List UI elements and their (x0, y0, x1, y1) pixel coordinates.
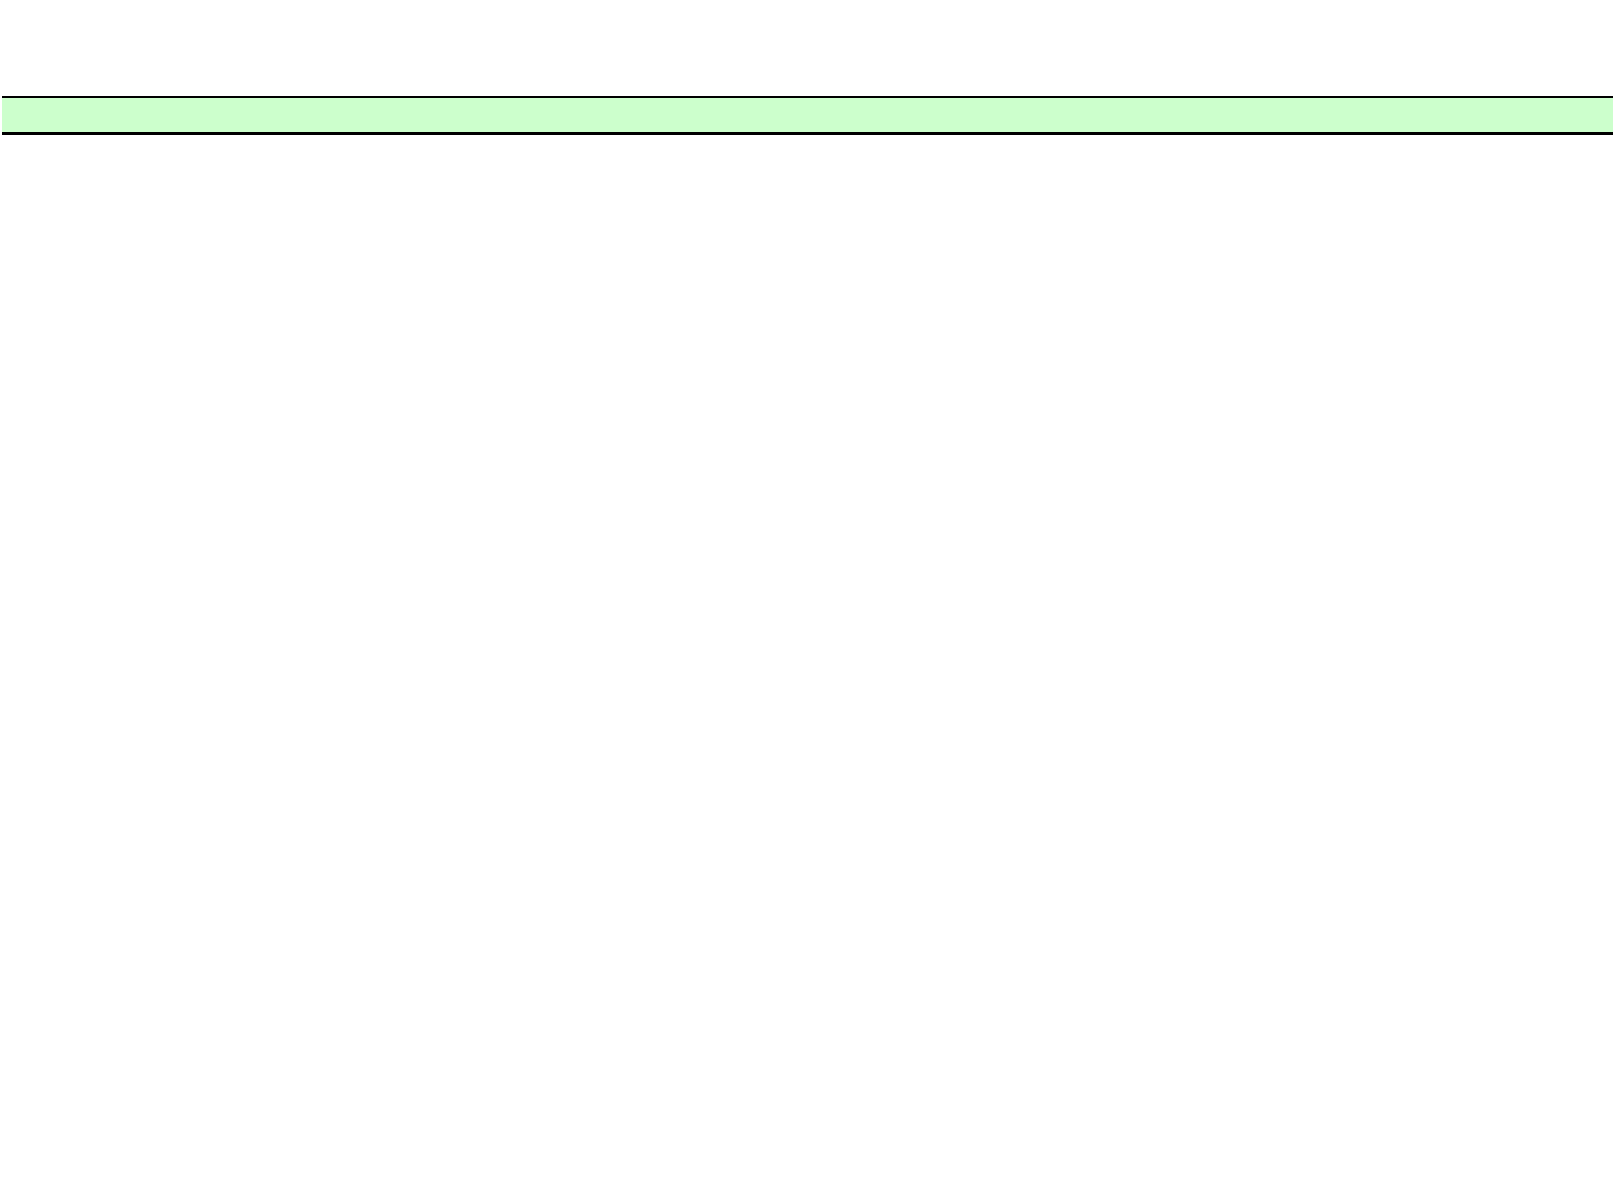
indicator-table (2, 96, 1613, 135)
table-header (2, 98, 1613, 133)
